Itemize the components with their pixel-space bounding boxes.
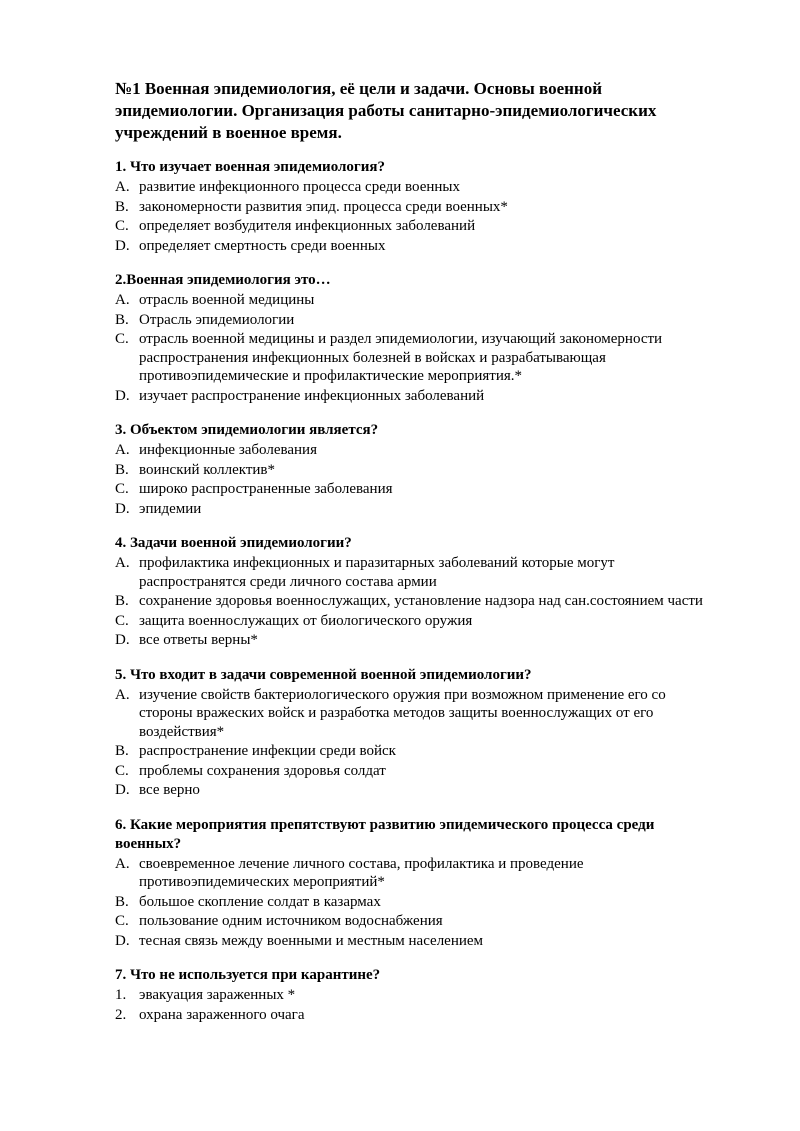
answer-marker: A. <box>115 555 130 571</box>
answer-marker: B. <box>115 593 129 609</box>
answer-option <box>115 912 715 931</box>
answer-option <box>115 461 715 480</box>
question-text: 1. Что изучает военная эпидемиология? <box>115 159 385 175</box>
question-block <box>115 271 715 405</box>
answer-marker: D. <box>115 932 130 949</box>
answer-marker: A. <box>115 179 130 195</box>
question-text: 2.Военная эпидемиология это… <box>115 272 331 288</box>
answer-text: пользование одним источником водоснабжения <box>139 913 443 929</box>
answer-text: охрана зараженного очага <box>139 1006 305 1023</box>
question-text: 5. Что входит в задачи современной военной эпидемиологии? <box>115 666 532 683</box>
answer-option <box>115 237 715 256</box>
answer-text: инфекционные заболевания <box>139 442 317 458</box>
answer-marker: 1. <box>115 987 127 1003</box>
answer-option <box>115 330 715 386</box>
answer-text: изучает распространение инфекционных заболеваний <box>139 387 485 404</box>
answer-marker: C. <box>115 913 129 929</box>
answer-marker: A. <box>115 686 130 703</box>
answer-option <box>115 291 715 310</box>
answer-marker: D. <box>115 237 130 254</box>
answer-option <box>115 893 715 912</box>
answer-option <box>115 500 715 519</box>
answer-text: защита военнослужащих от биологического оружия <box>139 612 473 629</box>
question-block <box>115 158 715 255</box>
question-block <box>115 816 715 951</box>
answer-marker: D. <box>115 632 130 648</box>
answer-marker: D. <box>115 782 130 798</box>
answer-option <box>115 311 715 330</box>
answer-marker: 2. <box>115 1006 127 1023</box>
answer-option <box>115 686 715 742</box>
answer-marker: C. <box>115 612 129 629</box>
answer-option <box>115 762 715 781</box>
answer-marker: D. <box>115 500 130 517</box>
answer-marker: B. <box>115 461 129 478</box>
answer-option <box>115 198 715 217</box>
answer-marker: A. <box>115 855 130 872</box>
answer-option <box>115 480 715 499</box>
answer-option <box>115 986 715 1005</box>
answer-text: проблемы сохранения здоровья солдат <box>139 762 386 779</box>
answer-text: определяет возбудителя инфекционных заболеваний <box>139 218 476 234</box>
answer-marker: C. <box>115 762 129 779</box>
answer-option <box>115 1006 715 1025</box>
answer-option <box>115 554 715 591</box>
answer-marker: C. <box>115 218 129 234</box>
answer-marker: D. <box>115 387 130 404</box>
answer-marker: B. <box>115 893 129 910</box>
answer-text: все верно <box>139 782 200 798</box>
answer-list <box>115 441 715 518</box>
answer-text: отрасль военной медицины и раздел эпидемиологии, изучающий закономерности распространения инфекционных болезней в войсках и разрабатывающая противоэпидемические и профилактические мероприятия.* <box>139 331 663 384</box>
answer-text: тесная связь между военными и местным населением <box>139 932 484 949</box>
answer-option <box>115 217 715 236</box>
answer-option <box>115 178 715 197</box>
answer-option <box>115 742 715 761</box>
question-list <box>115 158 715 1024</box>
answer-option <box>115 781 715 800</box>
question-block <box>115 421 715 518</box>
answer-option <box>115 441 715 460</box>
answer-text: воинский коллектив* <box>139 461 275 478</box>
answer-option <box>115 932 715 951</box>
document-title: №1 Военная эпидемиология, её цели и задачи. Основы военной эпидемиологии. Организация работы санитарно-эпидемиологических учреждений в военное время. <box>115 79 657 142</box>
question-text: 7. Что не используется при карантине? <box>115 967 381 983</box>
question-text: 4. Задачи военной эпидемиологии? <box>115 535 352 551</box>
answer-text: эпидемии <box>139 500 202 517</box>
answer-text: профилактика инфекционных и паразитарных заболеваний которые могут распространятся среди личного состава армии <box>139 555 615 590</box>
answer-option <box>115 387 715 406</box>
answer-list <box>115 855 715 951</box>
question-text: 6. Какие мероприятия препятствуют развитию эпидемического процесса среди военных? <box>115 816 655 852</box>
answer-option <box>115 612 715 631</box>
answer-text: изучение свойств бактериологического оружия при возможном применение его со стороны вражеских войск и разработка методов защиты военнослужащих от его воздействия* <box>139 686 666 740</box>
answer-marker: C. <box>115 331 129 347</box>
answer-list <box>115 178 715 255</box>
question-block <box>115 666 715 800</box>
answer-text: все ответы верны* <box>139 632 258 648</box>
answer-list <box>115 291 715 405</box>
answer-text: развитие инфекционного процесса среди военных <box>139 179 461 195</box>
answer-list <box>115 554 715 650</box>
answer-text: отрасль военной медицины <box>139 292 315 308</box>
answer-marker: A. <box>115 292 130 308</box>
answer-marker: A. <box>115 442 130 458</box>
answer-marker: B. <box>115 311 129 328</box>
answer-text: сохранение здоровья военнослужащих, установление надзора над сан.состоянием части <box>139 593 703 609</box>
question-block <box>115 966 715 1024</box>
answer-option <box>115 592 715 611</box>
answer-marker: C. <box>115 481 129 497</box>
answer-option <box>115 855 715 892</box>
answer-list <box>115 686 715 800</box>
document-page <box>115 78 715 1040</box>
answer-marker: B. <box>115 198 129 215</box>
answer-text: большое скопление солдат в казармах <box>139 893 381 910</box>
answer-text: распространение инфекции среди войск <box>139 743 396 759</box>
answer-text: определяет смертность среди военных <box>139 237 386 254</box>
answer-option <box>115 631 715 650</box>
question-block <box>115 534 715 650</box>
question-text: 3. Объектом эпидемиологии является? <box>115 422 379 438</box>
answer-text: своевременное лечение личного состава, профилактика и проведение противоэпидемических мероприятий* <box>139 855 584 890</box>
answer-text: закономерности развития эпид. процесса среди военных* <box>139 198 508 215</box>
answer-list <box>115 986 715 1024</box>
answer-text: широко распространенные заболевания <box>139 481 393 497</box>
answer-marker: B. <box>115 743 129 759</box>
answer-text: эвакуация зараженных * <box>139 987 296 1003</box>
answer-text: Отрасль эпидемиологии <box>139 311 295 328</box>
